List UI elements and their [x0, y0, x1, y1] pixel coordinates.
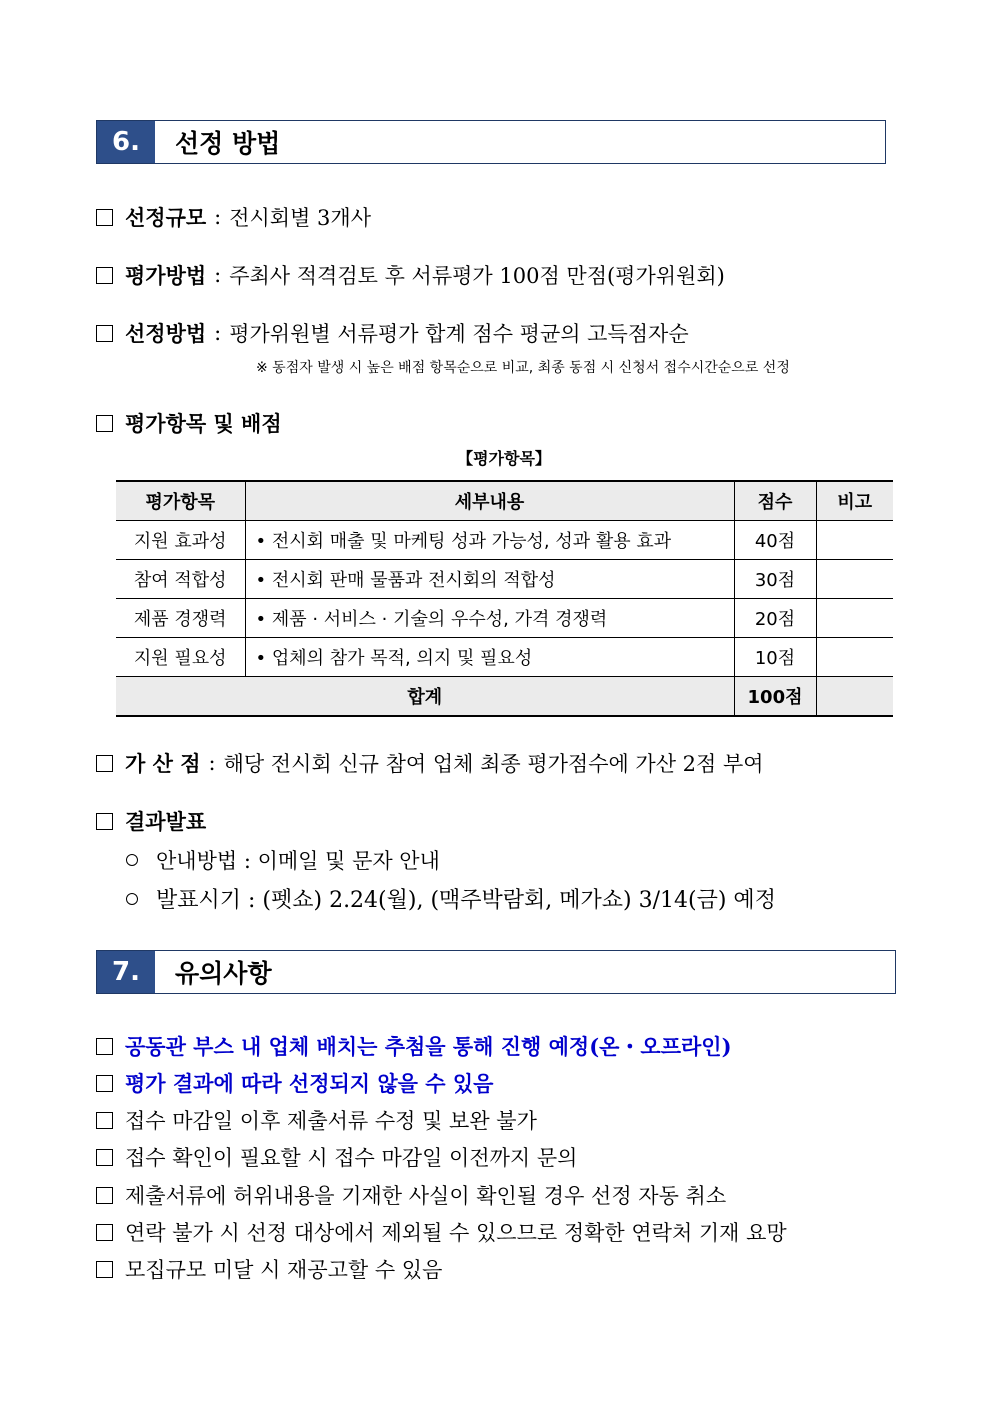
checkbox-icon	[96, 415, 113, 432]
category-cell: 지원 필요성	[116, 638, 245, 677]
evaluation-heading	[96, 408, 282, 438]
selection-method-item	[96, 318, 689, 348]
checkbox-icon	[96, 1075, 113, 1092]
notice-text: 제출서류에 허위내용을 기재한 사실이 확인될 경우 선정 자동 취소	[125, 1184, 727, 1208]
notice-text: 접수 마감일 이후 제출서류 수정 및 보완 불가	[125, 1109, 537, 1133]
category-cell: 지원 효과성	[116, 521, 245, 560]
checkbox-icon	[96, 267, 113, 284]
selection-scale-item	[96, 202, 371, 232]
evaluation-method-item	[96, 260, 725, 290]
notice-item	[96, 1180, 726, 1210]
table-row	[116, 521, 893, 560]
header-cell: 비고	[816, 481, 893, 521]
table-row	[116, 599, 893, 638]
header-cell: 세부내용	[245, 481, 734, 521]
evaluation-table	[116, 480, 893, 717]
notice-text: 접수 확인이 필요할 시 접수 마감일 이전까지 문의	[125, 1146, 578, 1170]
subitem-text: 안내방법 : 이메일 및 문자 안내	[156, 849, 440, 873]
subitem-text: 발표시기 : (펫쇼) 2.24(월), (맥주박람회, 메가쇼) 3/14(금) 예정	[156, 888, 776, 913]
note-cell	[816, 638, 893, 677]
notice-text: 모집규모 미달 시 재공고할 수 있음	[125, 1258, 443, 1282]
item-label: 결과발표	[125, 809, 207, 834]
item-colon: :	[214, 321, 222, 345]
item-label: 선정방법	[125, 321, 207, 346]
detail-cell: • 전시회 매출 및 마케팅 성과 가능성, 성과 활용 효과	[245, 521, 734, 560]
bonus-points-item	[96, 748, 764, 778]
table-caption: 【평가항목】	[457, 449, 551, 468]
item-value: 해당 전시회 신규 참여 업체 최종 평가점수에 가산 2점 부여	[223, 752, 764, 776]
item-colon: :	[214, 263, 222, 287]
notice-item	[96, 1254, 442, 1284]
checkbox-icon	[96, 209, 113, 226]
item-colon: :	[208, 751, 216, 775]
checkbox-icon	[96, 755, 113, 772]
header-cell: 점수	[734, 481, 816, 521]
table-row	[116, 638, 893, 677]
item-label: 평가방법	[125, 263, 207, 288]
score-cell: 30점	[734, 560, 816, 599]
result-announcement-item	[96, 806, 206, 836]
result-subitem	[126, 883, 776, 914]
circle-bullet-icon	[126, 854, 138, 866]
score-cell: 40점	[734, 521, 816, 560]
category-cell: 제품 경쟁력	[116, 599, 245, 638]
header-cell: 평가항목	[116, 481, 245, 521]
section-6-header	[96, 120, 886, 164]
table-total-row	[116, 677, 893, 717]
notice-item	[96, 1142, 577, 1172]
notice-item-highlighted	[96, 1068, 493, 1098]
notice-item	[96, 1105, 537, 1135]
notice-item-highlighted	[96, 1031, 732, 1061]
checkbox-icon	[96, 1112, 113, 1129]
total-score-cell: 100점	[734, 677, 816, 717]
total-note-cell	[816, 677, 893, 717]
section-title: 유의사항	[175, 959, 272, 988]
table-row	[116, 560, 893, 599]
total-label-cell: 합계	[116, 677, 734, 717]
item-value: 주최사 적격검토 후 서류평가 100점 만점(평가위원회)	[229, 264, 725, 288]
item-label: 선정규모	[125, 205, 207, 230]
item-colon: :	[214, 205, 222, 229]
section-title: 선정 방법	[175, 129, 281, 158]
notice-text: 평가 결과에 따라 선정되지 않을 수 있음	[125, 1071, 494, 1096]
score-cell: 10점	[734, 638, 816, 677]
category-cell: 참여 적합성	[116, 560, 245, 599]
note-cell	[816, 560, 893, 599]
table-header-row	[116, 481, 893, 521]
item-label: 가 산 점	[125, 751, 201, 776]
note-cell	[816, 521, 893, 560]
checkbox-icon	[96, 1261, 113, 1278]
detail-cell: • 제품 · 서비스 · 기술의 우수성, 가격 경쟁력	[245, 599, 734, 638]
checkbox-icon	[96, 1187, 113, 1204]
detail-cell: • 전시회 판매 물품과 전시회의 적합성	[245, 560, 734, 599]
checkbox-icon	[96, 813, 113, 830]
note-cell	[816, 599, 893, 638]
notice-text: 연락 불가 시 선정 대상에서 제외될 수 있으므로 정확한 연락처 기재 요망	[125, 1221, 787, 1245]
tie-break-note: ※ 동점자 발생 시 높은 배점 항목순으로 비교, 최종 동점 시 신청서 접수시간순으로 선정	[256, 360, 790, 376]
section-7-header	[96, 950, 896, 994]
checkbox-icon	[96, 1224, 113, 1241]
checkbox-icon	[96, 1149, 113, 1166]
score-cell: 20점	[734, 599, 816, 638]
circle-bullet-icon	[126, 893, 138, 905]
section-number: 7.	[97, 951, 155, 993]
item-value: 평가위원별 서류평가 합계 점수 평균의 고득점자순	[229, 322, 689, 346]
result-subitem	[126, 845, 440, 875]
section-number: 6.	[97, 121, 155, 163]
checkbox-icon	[96, 1038, 113, 1055]
detail-cell: • 업체의 참가 목적, 의지 및 필요성	[245, 638, 734, 677]
checkbox-icon	[96, 325, 113, 342]
item-value: 전시회별 3개사	[229, 206, 371, 230]
notice-item	[96, 1217, 787, 1247]
notice-text: 공동관 부스 내 업체 배치는 추첨을 통해 진행 예정(온・오프라인)	[125, 1034, 732, 1059]
item-label: 평가항목 및 배점	[125, 411, 282, 436]
